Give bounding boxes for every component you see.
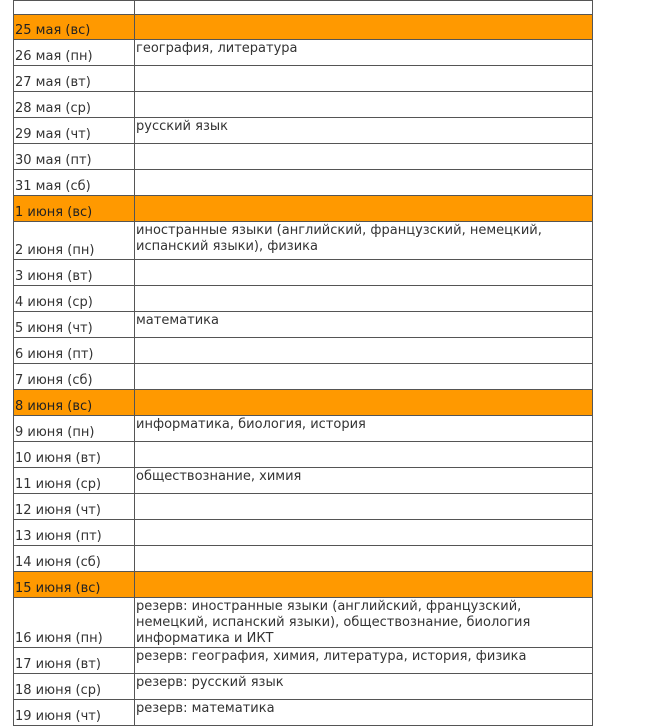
subjects-cell <box>135 546 593 572</box>
subjects-cell <box>135 15 593 40</box>
subjects-cell: математика <box>135 312 593 338</box>
schedule-row <box>14 118 593 144</box>
subjects-cell <box>135 260 593 286</box>
exam-schedule-body <box>14 1 593 726</box>
schedule-row <box>14 494 593 520</box>
date-cell: 17 июня (вт) <box>14 648 135 674</box>
subjects-cell: резерв: математика <box>135 700 593 726</box>
exam-schedule-table <box>13 0 593 726</box>
subjects-cell <box>135 92 593 118</box>
schedule-row <box>14 648 593 674</box>
schedule-row <box>14 170 593 196</box>
date-cell: 6 июня (пт) <box>14 338 135 364</box>
schedule-row <box>14 546 593 572</box>
schedule-row <box>14 442 593 468</box>
subjects-cell <box>135 338 593 364</box>
date-cell: 9 июня (пн) <box>14 416 135 442</box>
schedule-row <box>14 674 593 700</box>
subjects-cell: иностранные языки (английский, французский, немецкий, испанский языки), физика <box>135 222 593 260</box>
sunday-row <box>14 390 593 416</box>
date-cell: 7 июня (сб) <box>14 364 135 390</box>
schedule-row <box>14 312 593 338</box>
date-cell: 3 июня (вт) <box>14 260 135 286</box>
subjects-cell <box>135 520 593 546</box>
subjects-cell <box>135 196 593 222</box>
subjects-cell: русский язык <box>135 118 593 144</box>
sunday-row <box>14 572 593 598</box>
schedule-row <box>14 338 593 364</box>
schedule-row <box>14 92 593 118</box>
date-cell: 16 июня (пн) <box>14 598 135 648</box>
date-cell: 29 мая (чт) <box>14 118 135 144</box>
schedule-row <box>14 260 593 286</box>
date-cell: 18 июня (ср) <box>14 674 135 700</box>
schedule-row <box>14 520 593 546</box>
date-cell <box>14 1 135 15</box>
date-cell: 30 мая (пт) <box>14 144 135 170</box>
date-cell: 12 июня (чт) <box>14 494 135 520</box>
subjects-cell <box>135 144 593 170</box>
subjects-cell <box>135 494 593 520</box>
date-cell: 31 мая (сб) <box>14 170 135 196</box>
subjects-cell: резерв: иностранные языки (английский, французский, немецкий, испанский языки), обществознание, биология информатика и ИКТ <box>135 598 593 648</box>
schedule-row <box>14 364 593 390</box>
subjects-cell <box>135 442 593 468</box>
date-cell: 13 июня (пт) <box>14 520 135 546</box>
date-cell: 27 мая (вт) <box>14 66 135 92</box>
schedule-row <box>14 40 593 66</box>
subjects-cell: резерв: русский язык <box>135 674 593 700</box>
date-cell: 2 июня (пн) <box>14 222 135 260</box>
schedule-row <box>14 416 593 442</box>
date-cell: 1 июня (вс) <box>14 196 135 222</box>
schedule-row <box>14 1 593 15</box>
date-cell: 11 июня (ср) <box>14 468 135 494</box>
subjects-cell <box>135 572 593 598</box>
date-cell: 4 июня (ср) <box>14 286 135 312</box>
subjects-cell: информатика, биология, история <box>135 416 593 442</box>
subjects-cell <box>135 66 593 92</box>
date-cell: 15 июня (вс) <box>14 572 135 598</box>
subjects-cell: обществознание, химия <box>135 468 593 494</box>
subjects-cell: резерв: география, химия, литература, история, физика <box>135 648 593 674</box>
schedule-row <box>14 66 593 92</box>
date-cell: 10 июня (вт) <box>14 442 135 468</box>
date-cell: 19 июня (чт) <box>14 700 135 726</box>
subjects-cell <box>135 286 593 312</box>
schedule-row <box>14 222 593 260</box>
schedule-row <box>14 700 593 726</box>
schedule-row <box>14 598 593 648</box>
sunday-row <box>14 15 593 40</box>
schedule-row <box>14 286 593 312</box>
subjects-cell <box>135 390 593 416</box>
subjects-cell <box>135 170 593 196</box>
schedule-row <box>14 144 593 170</box>
date-cell: 28 мая (ср) <box>14 92 135 118</box>
date-cell: 5 июня (чт) <box>14 312 135 338</box>
date-cell: 8 июня (вс) <box>14 390 135 416</box>
date-cell: 14 июня (сб) <box>14 546 135 572</box>
date-cell: 26 мая (пн) <box>14 40 135 66</box>
subjects-cell <box>135 364 593 390</box>
sunday-row <box>14 196 593 222</box>
schedule-row <box>14 468 593 494</box>
subjects-cell <box>135 1 593 15</box>
date-cell: 25 мая (вс) <box>14 15 135 40</box>
subjects-cell: география, литература <box>135 40 593 66</box>
